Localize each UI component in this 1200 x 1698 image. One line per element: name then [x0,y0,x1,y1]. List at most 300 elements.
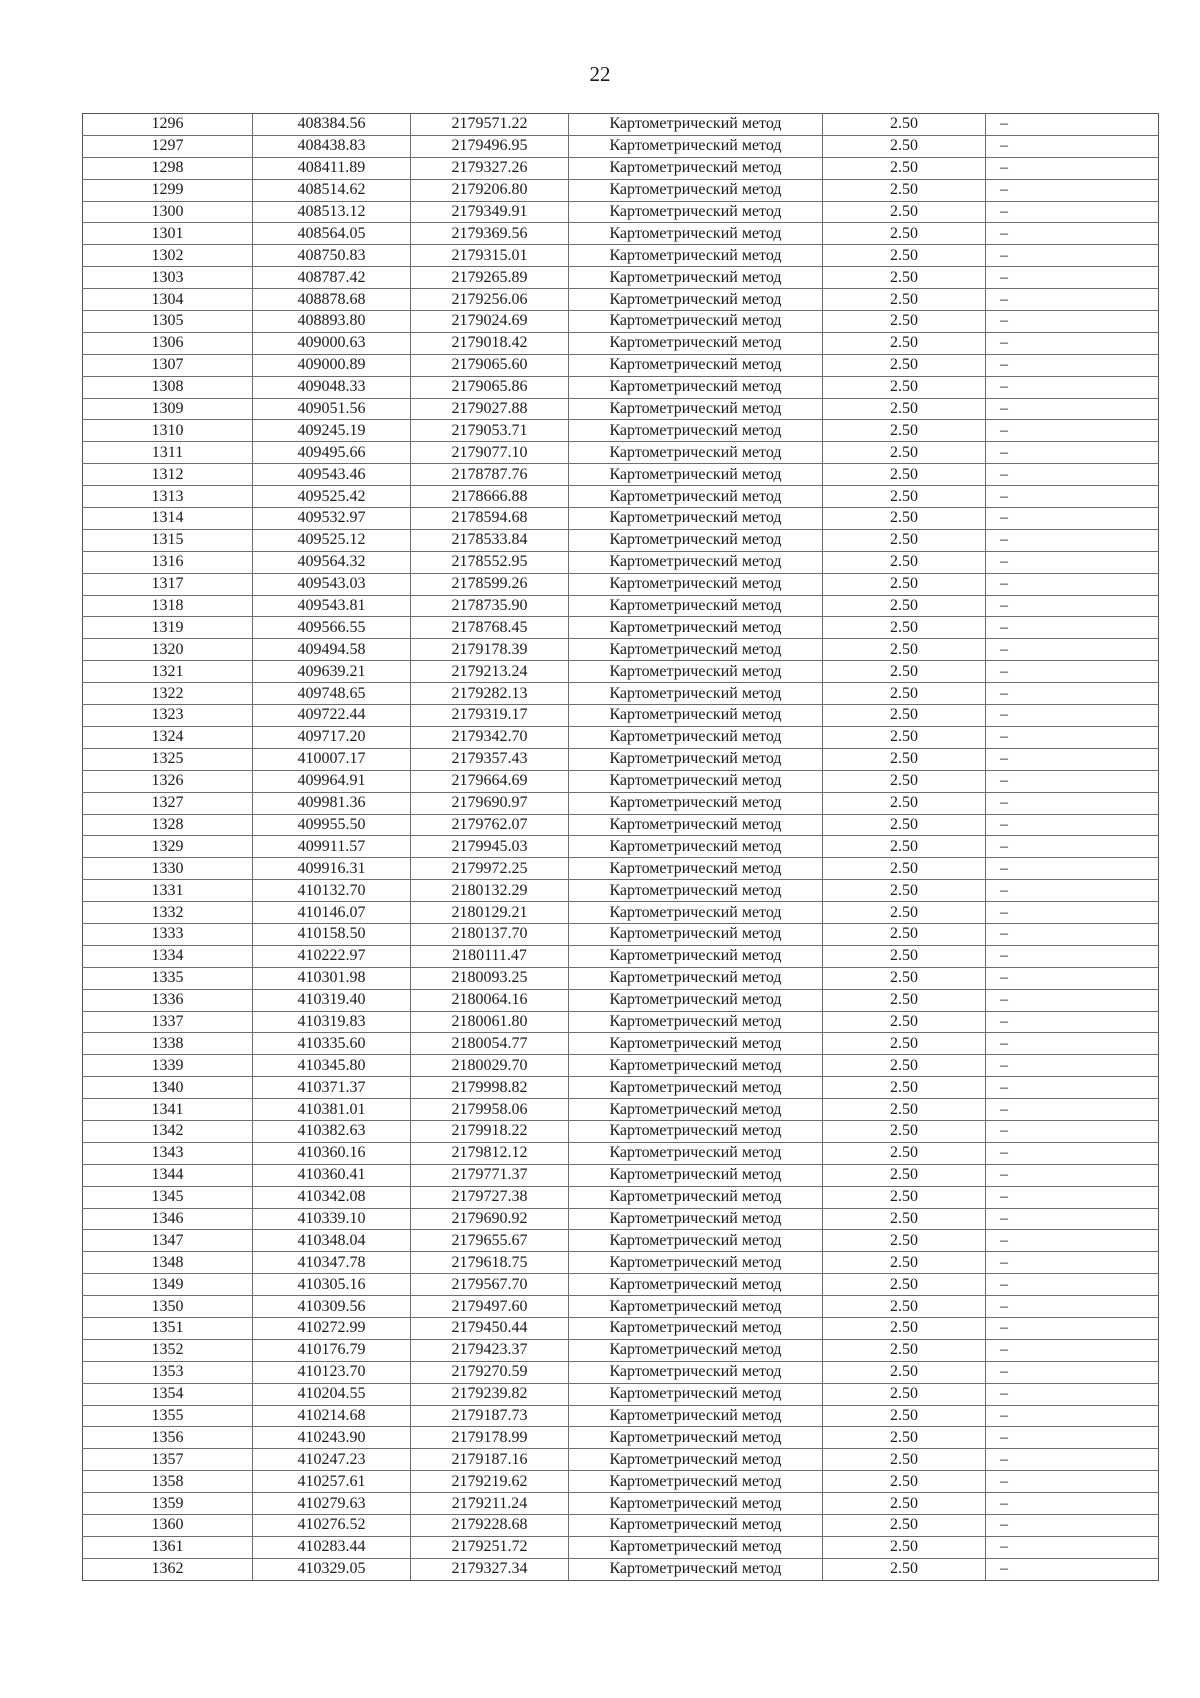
point-number-cell: 1300 [83,201,253,223]
y-coordinate-cell: 2179972.25 [411,858,569,880]
method-cell: Картометрический метод [569,289,823,311]
accuracy-cell: 2.50 [823,1252,986,1274]
method-cell: Картометрический метод [569,1208,823,1230]
table-row [83,157,1159,179]
method-cell: Картометрический метод [569,1055,823,1077]
accuracy-cell: 2.50 [823,814,986,836]
table-row [83,179,1159,201]
accuracy-cell: 2.50 [823,486,986,508]
x-coordinate-cell: 410214.68 [253,1405,411,1427]
x-coordinate-cell: 410272.99 [253,1317,411,1339]
note-cell: – [986,1142,1159,1164]
point-number-cell: 1335 [83,967,253,989]
accuracy-cell: 2.50 [823,1033,986,1055]
note-cell: – [986,245,1159,267]
x-coordinate-cell: 410347.78 [253,1252,411,1274]
table-row [83,1208,1159,1230]
note-cell: – [986,464,1159,486]
table-row [83,595,1159,617]
point-number-cell: 1296 [83,114,253,136]
y-coordinate-cell: 2179282.13 [411,683,569,705]
note-cell: – [986,1274,1159,1296]
accuracy-cell: 2.50 [823,332,986,354]
x-coordinate-cell: 410176.79 [253,1339,411,1361]
y-coordinate-cell: 2179690.92 [411,1208,569,1230]
table-row [83,420,1159,442]
y-coordinate-cell: 2179812.12 [411,1142,569,1164]
y-coordinate-cell: 2178599.26 [411,573,569,595]
point-number-cell: 1316 [83,551,253,573]
x-coordinate-cell: 410335.60 [253,1033,411,1055]
accuracy-cell: 2.50 [823,1208,986,1230]
accuracy-cell: 2.50 [823,114,986,136]
x-coordinate-cell: 408411.89 [253,157,411,179]
y-coordinate-cell: 2178666.88 [411,486,569,508]
y-coordinate-cell: 2179664.69 [411,770,569,792]
y-coordinate-cell: 2178594.68 [411,508,569,530]
point-number-cell: 1333 [83,923,253,945]
point-number-cell: 1307 [83,354,253,376]
method-cell: Картометрический метод [569,179,823,201]
point-number-cell: 1308 [83,376,253,398]
note-cell: – [986,1164,1159,1186]
x-coordinate-cell: 410247.23 [253,1449,411,1471]
note-cell: – [986,923,1159,945]
y-coordinate-cell: 2180111.47 [411,945,569,967]
method-cell: Картометрический метод [569,354,823,376]
method-cell: Картометрический метод [569,639,823,661]
accuracy-cell: 2.50 [823,354,986,376]
x-coordinate-cell: 410371.37 [253,1077,411,1099]
method-cell: Картометрический метод [569,442,823,464]
coordinates-table [82,113,1159,1581]
y-coordinate-cell: 2179027.88 [411,398,569,420]
y-coordinate-cell: 2178552.95 [411,551,569,573]
y-coordinate-cell: 2179178.39 [411,639,569,661]
method-cell: Картометрический метод [569,1274,823,1296]
accuracy-cell: 2.50 [823,267,986,289]
point-number-cell: 1297 [83,135,253,157]
accuracy-cell: 2.50 [823,1296,986,1318]
x-coordinate-cell: 410381.01 [253,1099,411,1121]
accuracy-cell: 2.50 [823,595,986,617]
note-cell: – [986,683,1159,705]
note-cell: – [986,267,1159,289]
method-cell: Картометрический метод [569,902,823,924]
table-row [83,880,1159,902]
table-row [83,1405,1159,1427]
accuracy-cell: 2.50 [823,1099,986,1121]
table-row [83,1230,1159,1252]
table-row [83,442,1159,464]
y-coordinate-cell: 2179450.44 [411,1317,569,1339]
note-cell: – [986,1208,1159,1230]
y-coordinate-cell: 2180061.80 [411,1011,569,1033]
point-number-cell: 1298 [83,157,253,179]
y-coordinate-cell: 2179265.89 [411,267,569,289]
method-cell: Картометрический метод [569,135,823,157]
note-cell: – [986,1186,1159,1208]
accuracy-cell: 2.50 [823,1055,986,1077]
note-cell: – [986,332,1159,354]
method-cell: Картометрический метод [569,1164,823,1186]
method-cell: Картометрический метод [569,114,823,136]
y-coordinate-cell: 2180029.70 [411,1055,569,1077]
accuracy-cell: 2.50 [823,1493,986,1515]
accuracy-cell: 2.50 [823,1164,986,1186]
note-cell: – [986,814,1159,836]
accuracy-cell: 2.50 [823,1471,986,1493]
accuracy-cell: 2.50 [823,464,986,486]
method-cell: Картометрический метод [569,486,823,508]
note-cell: – [986,1471,1159,1493]
y-coordinate-cell: 2179206.80 [411,179,569,201]
accuracy-cell: 2.50 [823,1230,986,1252]
table-row [83,1077,1159,1099]
point-number-cell: 1321 [83,661,253,683]
y-coordinate-cell: 2179327.26 [411,157,569,179]
table-row [83,1449,1159,1471]
accuracy-cell: 2.50 [823,529,986,551]
table-row [83,201,1159,223]
x-coordinate-cell: 408750.83 [253,245,411,267]
note-cell: – [986,376,1159,398]
point-number-cell: 1352 [83,1339,253,1361]
accuracy-cell: 2.50 [823,573,986,595]
method-cell: Картометрический метод [569,945,823,967]
note-cell: – [986,902,1159,924]
x-coordinate-cell: 410360.41 [253,1164,411,1186]
y-coordinate-cell: 2179219.62 [411,1471,569,1493]
table-row [83,1296,1159,1318]
note-cell: – [986,1099,1159,1121]
accuracy-cell: 2.50 [823,376,986,398]
point-number-cell: 1324 [83,726,253,748]
table-row [83,617,1159,639]
y-coordinate-cell: 2179319.17 [411,705,569,727]
y-coordinate-cell: 2180132.29 [411,880,569,902]
point-number-cell: 1339 [83,1055,253,1077]
x-coordinate-cell: 410132.70 [253,880,411,902]
y-coordinate-cell: 2180137.70 [411,923,569,945]
accuracy-cell: 2.50 [823,705,986,727]
table-row [83,1361,1159,1383]
y-coordinate-cell: 2179228.68 [411,1515,569,1537]
y-coordinate-cell: 2179998.82 [411,1077,569,1099]
y-coordinate-cell: 2179327.34 [411,1558,569,1580]
point-number-cell: 1361 [83,1536,253,1558]
note-cell: – [986,223,1159,245]
x-coordinate-cell: 410146.07 [253,902,411,924]
point-number-cell: 1322 [83,683,253,705]
x-coordinate-cell: 409543.81 [253,595,411,617]
x-coordinate-cell: 410276.52 [253,1515,411,1537]
table-row [83,770,1159,792]
table-row [83,398,1159,420]
y-coordinate-cell: 2179239.82 [411,1383,569,1405]
method-cell: Картометрический метод [569,464,823,486]
table-row [83,551,1159,573]
method-cell: Картометрический метод [569,376,823,398]
y-coordinate-cell: 2180093.25 [411,967,569,989]
table-row [83,1339,1159,1361]
point-number-cell: 1360 [83,1515,253,1537]
point-number-cell: 1320 [83,639,253,661]
table-row [83,814,1159,836]
note-cell: – [986,1427,1159,1449]
method-cell: Картометрический метод [569,420,823,442]
point-number-cell: 1337 [83,1011,253,1033]
note-cell: – [986,201,1159,223]
accuracy-cell: 2.50 [823,945,986,967]
note-cell: – [986,1230,1159,1252]
table-row [83,114,1159,136]
accuracy-cell: 2.50 [823,1142,986,1164]
method-cell: Картометрический метод [569,770,823,792]
x-coordinate-cell: 410257.61 [253,1471,411,1493]
method-cell: Картометрический метод [569,551,823,573]
point-number-cell: 1342 [83,1120,253,1142]
x-coordinate-cell: 410301.98 [253,967,411,989]
table-row [83,1558,1159,1580]
accuracy-cell: 2.50 [823,1339,986,1361]
table-row [83,529,1159,551]
accuracy-cell: 2.50 [823,989,986,1011]
point-number-cell: 1332 [83,902,253,924]
x-coordinate-cell: 409000.89 [253,354,411,376]
point-number-cell: 1303 [83,267,253,289]
point-number-cell: 1362 [83,1558,253,1580]
table-row [83,354,1159,376]
point-number-cell: 1306 [83,332,253,354]
accuracy-cell: 2.50 [823,683,986,705]
note-cell: – [986,726,1159,748]
accuracy-cell: 2.50 [823,201,986,223]
y-coordinate-cell: 2179270.59 [411,1361,569,1383]
note-cell: – [986,595,1159,617]
y-coordinate-cell: 2179690.97 [411,792,569,814]
table-row [83,1033,1159,1055]
table-row [83,1383,1159,1405]
accuracy-cell: 2.50 [823,223,986,245]
accuracy-cell: 2.50 [823,398,986,420]
accuracy-cell: 2.50 [823,858,986,880]
accuracy-cell: 2.50 [823,1427,986,1449]
table-row [83,726,1159,748]
table-row [83,967,1159,989]
x-coordinate-cell: 410283.44 [253,1536,411,1558]
note-cell: – [986,420,1159,442]
y-coordinate-cell: 2179077.10 [411,442,569,464]
x-coordinate-cell: 410342.08 [253,1186,411,1208]
method-cell: Картометрический метод [569,398,823,420]
point-number-cell: 1348 [83,1252,253,1274]
y-coordinate-cell: 2179496.95 [411,135,569,157]
note-cell: – [986,1361,1159,1383]
method-cell: Картометрический метод [569,858,823,880]
x-coordinate-cell: 410345.80 [253,1055,411,1077]
note-cell: – [986,748,1159,770]
x-coordinate-cell: 409245.19 [253,420,411,442]
x-coordinate-cell: 408513.12 [253,201,411,223]
note-cell: – [986,1449,1159,1471]
note-cell: – [986,880,1159,902]
x-coordinate-cell: 410329.05 [253,1558,411,1580]
note-cell: – [986,1405,1159,1427]
x-coordinate-cell: 409717.20 [253,726,411,748]
page-number: 22 [589,62,611,86]
accuracy-cell: 2.50 [823,902,986,924]
point-number-cell: 1340 [83,1077,253,1099]
point-number-cell: 1309 [83,398,253,420]
table-row [83,661,1159,683]
note-cell: – [986,1317,1159,1339]
x-coordinate-cell: 409748.65 [253,683,411,705]
method-cell: Картометрический метод [569,1405,823,1427]
table-row [83,267,1159,289]
note-cell: – [986,1055,1159,1077]
x-coordinate-cell: 410204.55 [253,1383,411,1405]
method-cell: Картометрический метод [569,683,823,705]
method-cell: Картометрический метод [569,923,823,945]
point-number-cell: 1299 [83,179,253,201]
x-coordinate-cell: 409543.46 [253,464,411,486]
y-coordinate-cell: 2178533.84 [411,529,569,551]
y-coordinate-cell: 2179211.24 [411,1493,569,1515]
x-coordinate-cell: 410007.17 [253,748,411,770]
accuracy-cell: 2.50 [823,1317,986,1339]
x-coordinate-cell: 409916.31 [253,858,411,880]
table-row [83,945,1159,967]
method-cell: Картометрический метод [569,332,823,354]
note-cell: – [986,179,1159,201]
point-number-cell: 1329 [83,836,253,858]
point-number-cell: 1313 [83,486,253,508]
x-coordinate-cell: 409048.33 [253,376,411,398]
table-row [83,923,1159,945]
method-cell: Картометрический метод [569,1186,823,1208]
point-number-cell: 1357 [83,1449,253,1471]
x-coordinate-cell: 410348.04 [253,1230,411,1252]
method-cell: Картометрический метод [569,1033,823,1055]
accuracy-cell: 2.50 [823,1536,986,1558]
x-coordinate-cell: 409722.44 [253,705,411,727]
accuracy-cell: 2.50 [823,639,986,661]
note-cell: – [986,1383,1159,1405]
accuracy-cell: 2.50 [823,1383,986,1405]
table-row [83,1142,1159,1164]
accuracy-cell: 2.50 [823,311,986,333]
y-coordinate-cell: 2179349.91 [411,201,569,223]
method-cell: Картометрический метод [569,1471,823,1493]
table-row [83,135,1159,157]
x-coordinate-cell: 410382.63 [253,1120,411,1142]
x-coordinate-cell: 409964.91 [253,770,411,792]
x-coordinate-cell: 409639.21 [253,661,411,683]
method-cell: Картометрический метод [569,223,823,245]
accuracy-cell: 2.50 [823,770,986,792]
table-row [83,1252,1159,1274]
method-cell: Картометрический метод [569,1339,823,1361]
method-cell: Картометрический метод [569,792,823,814]
note-cell: – [986,529,1159,551]
accuracy-cell: 2.50 [823,1515,986,1537]
x-coordinate-cell: 410123.70 [253,1361,411,1383]
point-number-cell: 1310 [83,420,253,442]
y-coordinate-cell: 2179024.69 [411,311,569,333]
table-row [83,705,1159,727]
point-number-cell: 1331 [83,880,253,902]
point-number-cell: 1319 [83,617,253,639]
table-row [83,639,1159,661]
accuracy-cell: 2.50 [823,1405,986,1427]
y-coordinate-cell: 2178735.90 [411,595,569,617]
accuracy-cell: 2.50 [823,880,986,902]
note-cell: – [986,1339,1159,1361]
x-coordinate-cell: 410305.16 [253,1274,411,1296]
table-row [83,1164,1159,1186]
y-coordinate-cell: 2179256.06 [411,289,569,311]
accuracy-cell: 2.50 [823,551,986,573]
note-cell: – [986,792,1159,814]
point-number-cell: 1359 [83,1493,253,1515]
note-cell: – [986,1515,1159,1537]
y-coordinate-cell: 2179342.70 [411,726,569,748]
point-number-cell: 1343 [83,1142,253,1164]
note-cell: – [986,1558,1159,1580]
y-coordinate-cell: 2179727.38 [411,1186,569,1208]
method-cell: Картометрический метод [569,1011,823,1033]
x-coordinate-cell: 410360.16 [253,1142,411,1164]
note-cell: – [986,508,1159,530]
x-coordinate-cell: 408564.05 [253,223,411,245]
table-row [83,464,1159,486]
y-coordinate-cell: 2179423.37 [411,1339,569,1361]
note-cell: – [986,989,1159,1011]
x-coordinate-cell: 409494.58 [253,639,411,661]
x-coordinate-cell: 408438.83 [253,135,411,157]
accuracy-cell: 2.50 [823,289,986,311]
table-row [83,1515,1159,1537]
point-number-cell: 1345 [83,1186,253,1208]
point-number-cell: 1358 [83,1471,253,1493]
method-cell: Картометрический метод [569,573,823,595]
x-coordinate-cell: 409000.63 [253,332,411,354]
table-row [83,1471,1159,1493]
point-number-cell: 1305 [83,311,253,333]
x-coordinate-cell: 410319.40 [253,989,411,1011]
point-number-cell: 1318 [83,595,253,617]
point-number-cell: 1314 [83,508,253,530]
point-number-cell: 1351 [83,1317,253,1339]
y-coordinate-cell: 2179251.72 [411,1536,569,1558]
point-number-cell: 1302 [83,245,253,267]
note-cell: – [986,1120,1159,1142]
table-row [83,683,1159,705]
y-coordinate-cell: 2179213.24 [411,661,569,683]
table-row [83,989,1159,1011]
method-cell: Картометрический метод [569,1317,823,1339]
x-coordinate-cell: 410222.97 [253,945,411,967]
note-cell: – [986,945,1159,967]
point-number-cell: 1355 [83,1405,253,1427]
table-row [83,508,1159,530]
point-number-cell: 1336 [83,989,253,1011]
point-number-cell: 1311 [83,442,253,464]
accuracy-cell: 2.50 [823,179,986,201]
table-row [83,1536,1159,1558]
y-coordinate-cell: 2179771.37 [411,1164,569,1186]
